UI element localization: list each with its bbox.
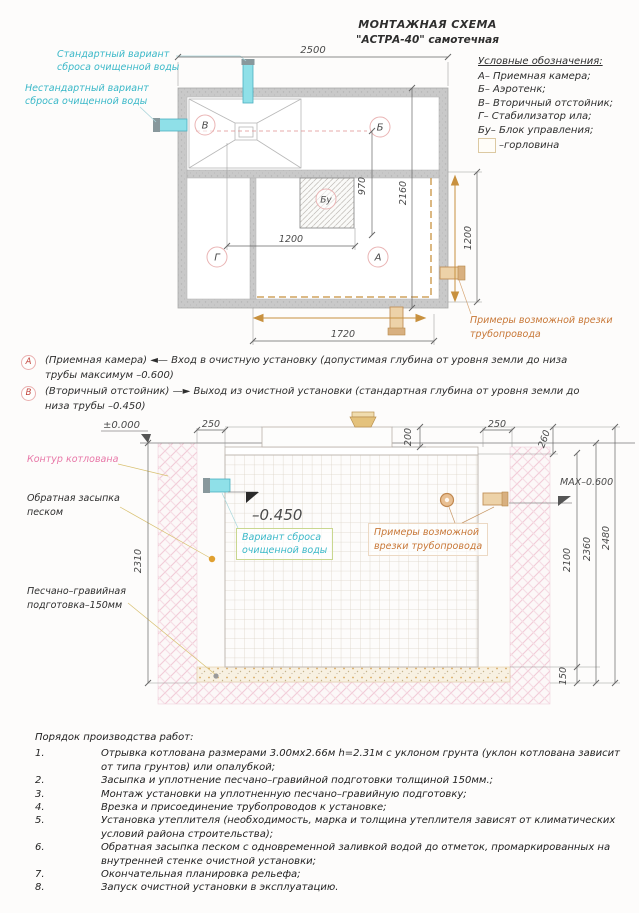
- plan-div-wall: [250, 178, 256, 299]
- chamber-v-label: В: [201, 120, 209, 132]
- standard-discharge-label: Стандартный вариант сброса очищенной воды: [57, 49, 180, 73]
- note-outlet-text: (Вторичный отстойник) —► Выход из очистной установки (стандартная глубина от уровня земли до низа трубы –0.450): [45, 386, 580, 412]
- procedure-item: 8. Запуск очистной установки в эксплуатацию.: [35, 882, 339, 894]
- dim-neck: 200: [403, 427, 414, 447]
- dim-pit-depth: 2310: [133, 548, 144, 574]
- dim-total: 2480: [601, 525, 612, 551]
- chamber-g-label: Г: [214, 252, 220, 264]
- procedure-item: 5. Установка утеплителя (необходимость, марка и толщина утеплителя зависят от климатических условий района строительства);: [35, 815, 616, 840]
- note-outlet: [21, 385, 589, 414]
- section-tap-note: Примеры возможной врезки трубопровода: [368, 523, 488, 556]
- work-procedure: [35, 731, 621, 895]
- dim-plan-1200-right: 1200: [463, 225, 474, 251]
- procedure-item: 7. Окончательная планировка рельефа;: [35, 869, 301, 881]
- note-marker-a: А: [21, 355, 36, 370]
- sand-gravel-bed: [197, 667, 510, 682]
- inlet-outlet-notes: [21, 354, 589, 416]
- legend: [478, 56, 638, 153]
- outlet-pipe-top: [243, 60, 253, 103]
- dim-tank: 2100: [562, 547, 573, 573]
- drawing-subtitle: "АСТРА-40" самотечная: [356, 34, 499, 46]
- section-tap-pipe: [483, 493, 504, 505]
- bed-label: Песчано–гравийная подготовка–150мм: [27, 586, 126, 611]
- inlet-pipe-bottom: [390, 307, 403, 331]
- legend-item: В– Вторичный отстойник;: [478, 97, 614, 109]
- dim-260: 260: [536, 428, 553, 450]
- excavation-left: [158, 443, 197, 704]
- plan-mid-wall: [187, 170, 439, 178]
- note-marker-v: В: [21, 386, 36, 401]
- plan-tap-note: Примеры возможной врезки трубопровода: [470, 315, 613, 340]
- chamber-bu-label: Бу: [320, 195, 332, 206]
- discharge-variant-box: Вариант сброса очищенной воды: [236, 528, 333, 560]
- legend-item-gorlovina: [478, 138, 638, 153]
- tank-neck: [262, 427, 392, 447]
- dim-sand: 150: [558, 666, 569, 686]
- pit-contour-label: Контур котлована: [27, 454, 119, 465]
- tank-lid: [225, 447, 478, 455]
- excavation-right: [510, 447, 550, 704]
- drawing-title: МОНТАЖНАЯ СХЕМА: [358, 18, 497, 31]
- backfill-label: Обратная засыпка песком: [27, 493, 120, 518]
- procedure-header: Порядок производства работ:: [35, 732, 194, 743]
- backfill-leader-dot: [209, 556, 215, 562]
- procedure-item: 2. Засыпка и уплотнение песчано–гравийной подготовки толщиной 150мм.;: [35, 775, 493, 787]
- legend-item: Г– Стабилизатор ила;: [478, 111, 592, 123]
- chamber-b-label: Б: [376, 122, 384, 134]
- level-zero-label: ±0.000: [103, 420, 141, 431]
- procedure-item: 3. Монтаж установки на уплотненную песчано–гравийную подготовку;: [35, 788, 467, 800]
- note-inlet: [21, 354, 589, 383]
- note-inlet-text: (Приемная камера) ◄— Вход в очистную установку (допустимая глубина от уровня земли до низа трубы максимум –0.600): [45, 355, 568, 381]
- dim-plan-height: 2160: [398, 180, 409, 206]
- procedure-item: 4. Врезка и присоединение трубопроводов к установке;: [35, 802, 387, 814]
- gorlovina-label: –горловина: [499, 140, 560, 152]
- dim-gap-left: 250: [201, 419, 221, 430]
- tap-leader: [459, 280, 471, 314]
- dim-plan-970: 970: [357, 176, 368, 196]
- legend-header: Условные обозначения:: [478, 56, 603, 67]
- legend-item: Бу– Блок управления;: [478, 124, 594, 136]
- gorlovina-symbol: [478, 138, 496, 153]
- chamber-a-label: А: [374, 252, 382, 264]
- dim-plan-width: 2500: [300, 45, 326, 56]
- level-max-label: МАХ–0.600: [560, 477, 614, 488]
- dim-gap-right: 250: [487, 419, 507, 430]
- level-450-label: –0.450: [252, 506, 303, 524]
- procedure-item: 1. Отрывка котлована размерами 3.00мх2.66м h=2.31м с уклоном грунта (уклон котлована зависит от типа грунтов) или опалубкой;: [35, 748, 620, 773]
- nonstandard-discharge-label: Нестандартный вариант сброса очищенной воды: [25, 83, 149, 107]
- legend-item: А– Приемная камера;: [478, 71, 591, 82]
- legend-item: Б– Аэротенк;: [478, 84, 546, 96]
- plan-drawing: [140, 45, 482, 345]
- dim-unit: 2360: [582, 536, 593, 562]
- section-drawing: [101, 412, 635, 704]
- excavation-bottom: [197, 682, 510, 704]
- tank-body: [225, 455, 478, 667]
- level-max-flag: [558, 496, 571, 506]
- bed-leader-dot: [213, 673, 218, 678]
- dim-plan-1720: 1720: [330, 329, 356, 340]
- procedure-item: 6. Обратная засыпка песком с одновременной заливкой водой до отметок, промаркированных на внутренней стенке очистной установки;: [35, 842, 611, 867]
- dim-plan-1200-inner: 1200: [278, 234, 304, 245]
